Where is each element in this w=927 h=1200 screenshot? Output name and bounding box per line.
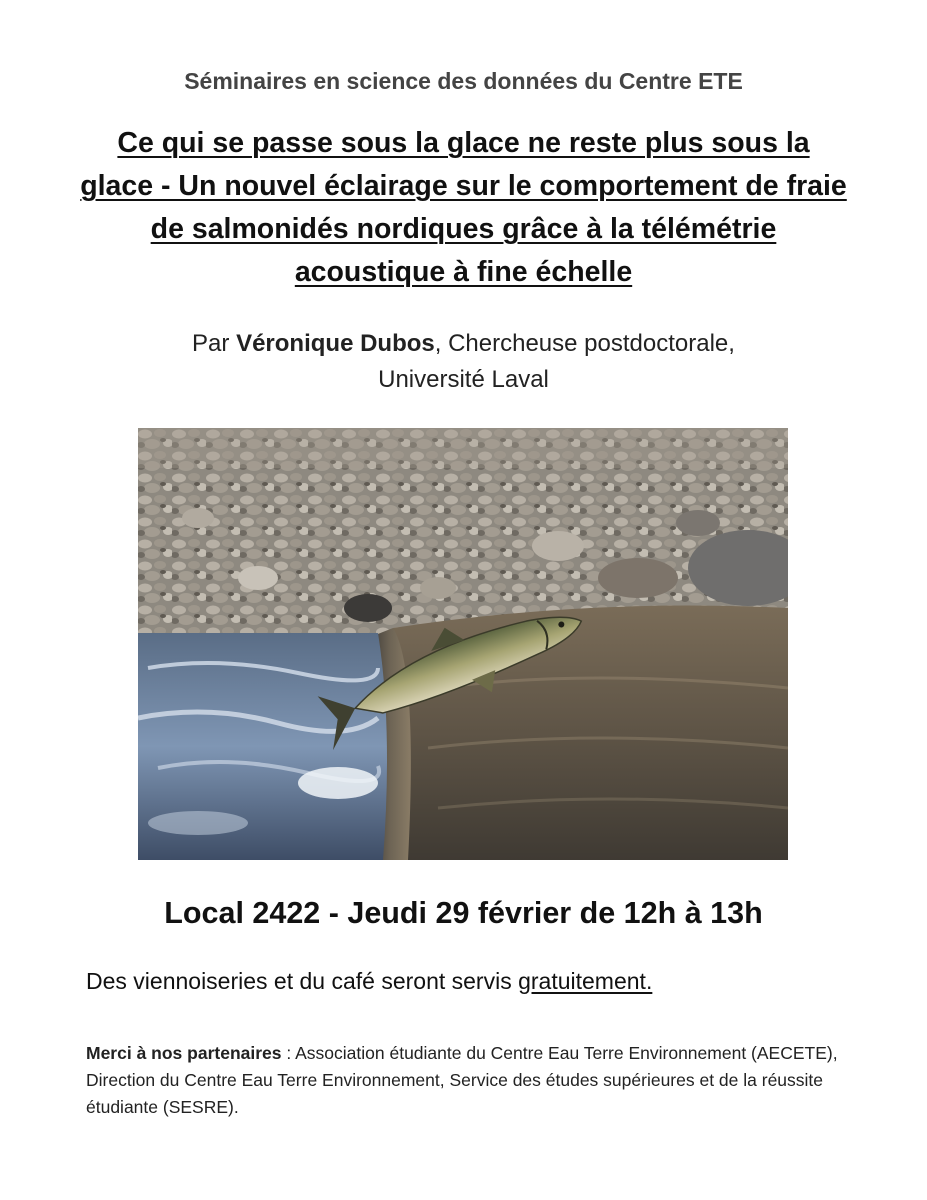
series-heading: Séminaires en science des données du Centre ETE [184,68,743,94]
speaker-affiliation: Université Laval [378,366,549,393]
partners-list: : Association étudiante du Centre Eau Terre Environnement (AECETE), Direction du Centre Eau Terre Environnement, Service des études supérieures et de la réussite étudiante (SESRE). [86,1043,838,1117]
partners-lead: Merci à nos partenaires [86,1043,282,1063]
free-emphasis: gratuitement. [518,968,653,994]
seminar-title: Ce qui se passe sous la glace ne reste plus sous la glace - Un nouvel éclairage sur le comportement de fraie de salmonidés nordiques grâce à la télémétrie acoustique à fine échelle [80,127,847,288]
speaker-name: Véronique Dubos [236,330,435,357]
refreshments-text: Des viennoiseries et du café seront servis [86,968,519,994]
refreshments-note [86,968,886,995]
speaker-role: , Chercheuse postdoctorale, [434,330,735,357]
event-details: Local 2422 - Jeudi 29 février de 12h à 13h [164,896,763,930]
byline-prefix: Par [192,330,237,357]
partners-acknowledgement [86,1040,856,1121]
salmon-photo [138,428,788,860]
speaker-byline [80,326,847,398]
